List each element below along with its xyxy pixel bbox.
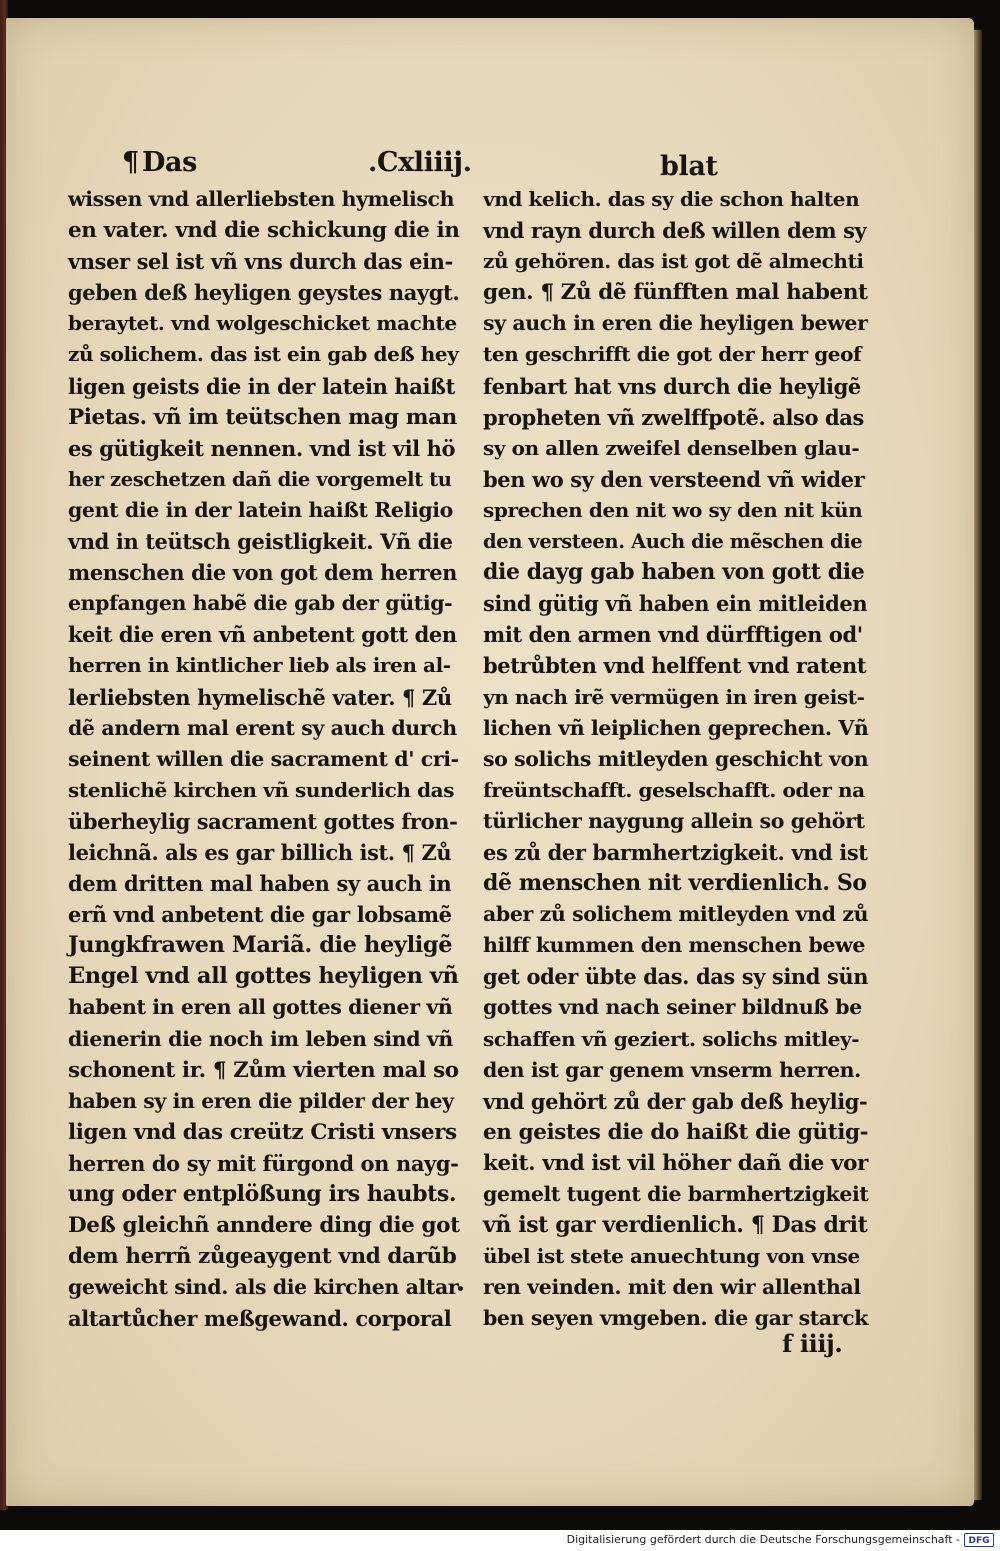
text-line: Deß gleichñ anndere ding die got — [68, 1213, 460, 1239]
text-line: schaffen vñ geziert. solichs mitley- — [483, 1026, 860, 1051]
text-line: gemelt tugent die barmhertzigkeit — [483, 1182, 869, 1206]
text-line: die dayg gab haben von gott die — [483, 559, 865, 586]
text-line: übel ist stete anuechtung von vnse — [483, 1244, 860, 1269]
text-line: en vater. vnd die schickung die in — [68, 218, 460, 244]
text-line: Engel vnd all gottes heyligen vñ — [68, 963, 459, 990]
text-line: aber zů solichem mitleyden vnd zů — [483, 902, 869, 927]
text-line: ung oder entplößung irs haubts. — [68, 1181, 457, 1207]
text-line: türlicher naygung allein so gehört — [483, 808, 865, 833]
left-text-column — [68, 184, 460, 1334]
text-line: ben seyen vmgeben. die gar starck — [483, 1306, 868, 1331]
text-line: stenlichẽ kirchen vñ sunderlich das — [68, 777, 455, 802]
text-line: dẽ andern mal erent sy auch durch — [68, 715, 457, 740]
text-line: keit die eren vñ anbetent gott den — [68, 622, 457, 648]
text-line: gent die in der latein haißt Religio — [68, 497, 453, 522]
text-line: lerliebsten hymelischẽ vater. ¶ Zů — [68, 684, 452, 710]
text-line: ligen vnd das creütz Cristi vnsers — [68, 1119, 457, 1145]
text-line: geben deß heyligen geystes naygt. — [68, 280, 460, 306]
header-catchword: Das — [142, 147, 197, 178]
footer-credit-text: Digitalisierung gefördert durch die Deutsche Forschungsgemeinschaft - — [566, 1533, 960, 1546]
text-line: ten geschrifft die got der herr geof — [483, 342, 862, 367]
text-line: den versteen. Auch die mẽschen die — [483, 530, 863, 554]
text-line: Jungkfrawen Mariã. die heyligẽ — [68, 932, 453, 959]
text-line: altartůcher meßgewand. corporal — [68, 1306, 452, 1332]
text-line: seinent willen die sacrament d' cri- — [68, 746, 459, 771]
text-line: sy auch in eren die heyligen bewer — [483, 311, 868, 336]
text-line: dem dritten mal haben sy auch in — [68, 871, 452, 897]
text-line: vnd kelich. das sy die schon halten — [483, 187, 860, 211]
text-line: ren veinden. mit den wir allenthal — [483, 1275, 861, 1300]
text-line: her zeschetzen dañ die vorgemelt tu — [68, 467, 452, 491]
text-line: schonent ir. ¶ Zům vierten mal so — [68, 1057, 459, 1083]
text-line: Pietas. vñ im teütschen mag man — [68, 404, 457, 430]
text-line: herren do sy mit fürgond on nayg- — [68, 1150, 459, 1176]
book-page — [6, 18, 974, 1506]
text-line: lichen vñ leiplichen geprechen. Vñ — [483, 715, 869, 740]
text-line: yn nach irẽ vermügen in iren geist- — [483, 684, 865, 709]
text-line: dẽ menschen nit verdienlich. So — [483, 870, 867, 897]
text-line: leichnã. als es gar billich ist. ¶ Zů — [68, 839, 452, 865]
text-line: vnd in teütsch geistligkeit. Vñ die — [68, 529, 453, 555]
folio-number: .Cxliiij. — [368, 147, 472, 178]
text-line: überheylig sacrament gottes fron- — [68, 808, 458, 834]
text-line: ben wo sy den versteend vñ wider — [483, 466, 865, 492]
text-line: propheten vñ zwelffpotẽ. also das — [483, 404, 864, 430]
text-line: es zů der barmhertzigkeit. vnd ist — [483, 839, 868, 865]
text-line: geweicht sind. als die kirchen altar — [68, 1275, 459, 1300]
text-line: so solichs mitleyden geschicht von — [483, 746, 869, 771]
text-line: wissen vnd allerliebsten hymelisch — [68, 187, 455, 211]
text-line: dem herrñ zůgeaygent vnd darũb — [68, 1244, 457, 1270]
text-line: sind gütig vñ haben ein mitleiden — [483, 591, 868, 617]
text-line: dienerin die noch im leben sind vñ — [68, 1026, 453, 1051]
signature-mark: f iiij. — [782, 1329, 843, 1358]
text-line: haben sy in eren die pilder der hey — [68, 1088, 454, 1113]
text-line: sy on allen zweifel denselben glau- — [483, 435, 860, 460]
text-line: sprechen den nit wo sy den nit kün — [483, 497, 863, 522]
text-line: enpfangen habẽ die gab der gütig- — [68, 591, 453, 616]
text-line: get oder übte das. das sy sind sün — [483, 964, 869, 990]
ink-speck — [458, 1286, 463, 1291]
text-line: gen. ¶ Zů dẽ fünfften mal habent — [483, 280, 868, 306]
header-pilcrow-mark: ¶ — [122, 147, 139, 178]
text-line: freüntschafft. geselschafft. oder na — [483, 777, 865, 802]
text-line: zů solichem. das ist ein gab deß hey — [68, 342, 459, 367]
text-line: en geistes die do haißt die gütig- — [483, 1119, 869, 1145]
text-line: es gütigkeit nennen. vnd ist vil hö — [68, 435, 456, 461]
text-line: betrůbten vnd helffent vnd ratent — [483, 653, 867, 679]
text-line: vnser sel ist vñ vns durch das ein- — [68, 249, 453, 275]
text-line: herren in kintlicher lieb als iren al- — [68, 653, 451, 678]
text-line: zů gehören. das ist got dẽ almechti — [483, 249, 864, 274]
text-line: vnd rayn durch deß willen dem sy — [483, 218, 867, 244]
text-line: keit. vnd ist vil höher dañ die vor — [483, 1150, 868, 1176]
dfg-logo: DFG — [964, 1533, 994, 1547]
text-line: vñ ist gar verdienlich. ¶ Das drit — [483, 1212, 868, 1239]
text-line: den ist gar genem vnserm herren. — [483, 1057, 861, 1082]
text-line: fenbart hat vns durch die heyligẽ — [483, 373, 861, 399]
text-line: vnd gehört zů der gab deß heylig- — [483, 1088, 868, 1114]
text-line: ligen geists die in der latein haißt — [68, 373, 455, 399]
text-line: gottes vnd nach seiner bildnuß be — [483, 995, 862, 1020]
text-line: beraytet. vnd wolgeschicket machte — [68, 311, 457, 336]
right-text-column — [483, 184, 868, 1334]
footer-bar — [0, 1530, 1000, 1551]
text-line: mit den armen vnd dürfftigen od' — [483, 622, 863, 648]
text-line: hilff kummen den menschen bewe — [483, 933, 865, 958]
text-line: menschen die von got dem herren — [68, 560, 458, 586]
header-blat-label: blat — [660, 151, 718, 182]
text-line: erñ vnd anbetent die gar lobsamẽ — [68, 902, 452, 928]
text-line: habent in eren all gottes diener vñ — [68, 995, 453, 1020]
